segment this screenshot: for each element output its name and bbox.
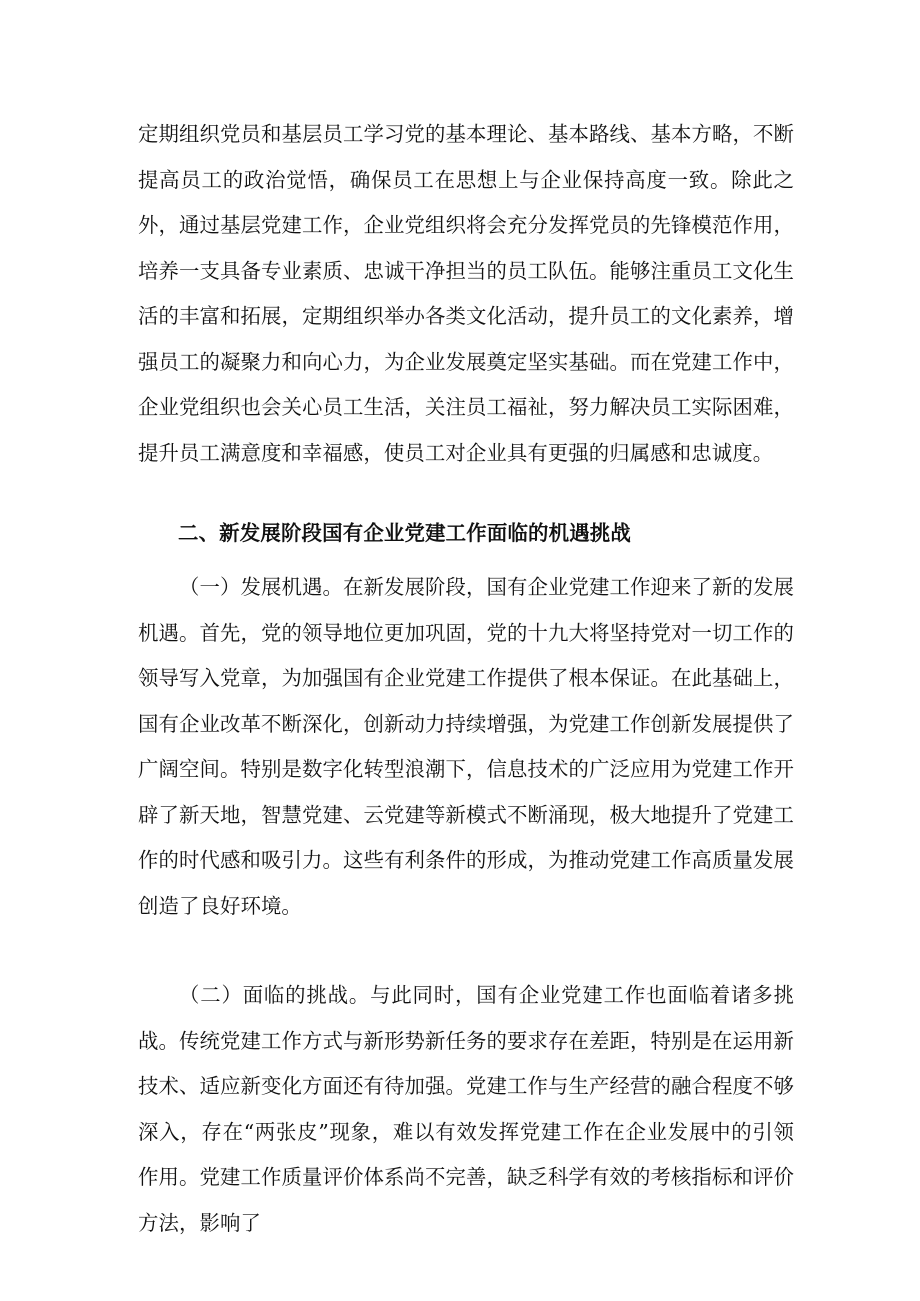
paragraph-development-opportunities: （一）发展机遇。在新发展阶段，国有企业党建工作迎来了新的发展机遇。首先，党的领导地位更加巩固，党的十九大将坚持党对一切工作的领导写入党章，为加强国有企业党建工作提供了根本保证。在此基础上，国有企业改革不断深化，创新动力持续增强，为党建工作创新发展提供了广阔空间。特别是数字化转型浪潮下，信息技术的广泛应用为党建工作开辟了新天地，智慧党建、云党建等新模式不断涌现，极大地提升了党建工作的时代感和吸引力。这些有利条件的形成，为推动党建工作高质量发展创造了良好环境。 [138, 575, 794, 918]
paragraph-employee-culture: 定期组织党员和基层员工学习党的基本理论、基本路线、基本方略，不断提高员工的政治觉悟，确保员工在思想上与企业保持高度一致。除此之外，通过基层党建工作，企业党组织将会充分发挥党员的先锋模范作用，培养一支具备专业素质、忠诚干净担当的员工队伍。能够注重员工文化生活的丰富和拓展，定期组织举办各类文化活动，提升员工的文化素养，增强员工的凝聚力和向心力，为企业发展奠定坚实基础。而在党建工作中，企业党组织也会关心员工生活，关注员工福祉，努力解决员工实际困难，提升员工满意度和幸福感，使员工对企业具有更强的归属感和忠诚度。 [138, 122, 794, 465]
section-heading-opportunities-challenges: 二、新发展阶段国有企业党建工作面临的机遇挑战 [178, 521, 631, 545]
paragraph-challenges: （二）面临的挑战。与此同时，国有企业党建工作也面临着诸多挑战。传统党建工作方式与新形势新任务的要求存在差距，特别是在运用新技术、适应新变化方面还有待加强。党建工作与生产经营的融合程度不够深入，存在“两张皮”现象，难以有效发挥党建工作在企业发展中的引领作用。党建工作质量评价体系尚不完善，缺乏科学有效的考核指标和评价方法，影响了 [138, 983, 794, 1235]
